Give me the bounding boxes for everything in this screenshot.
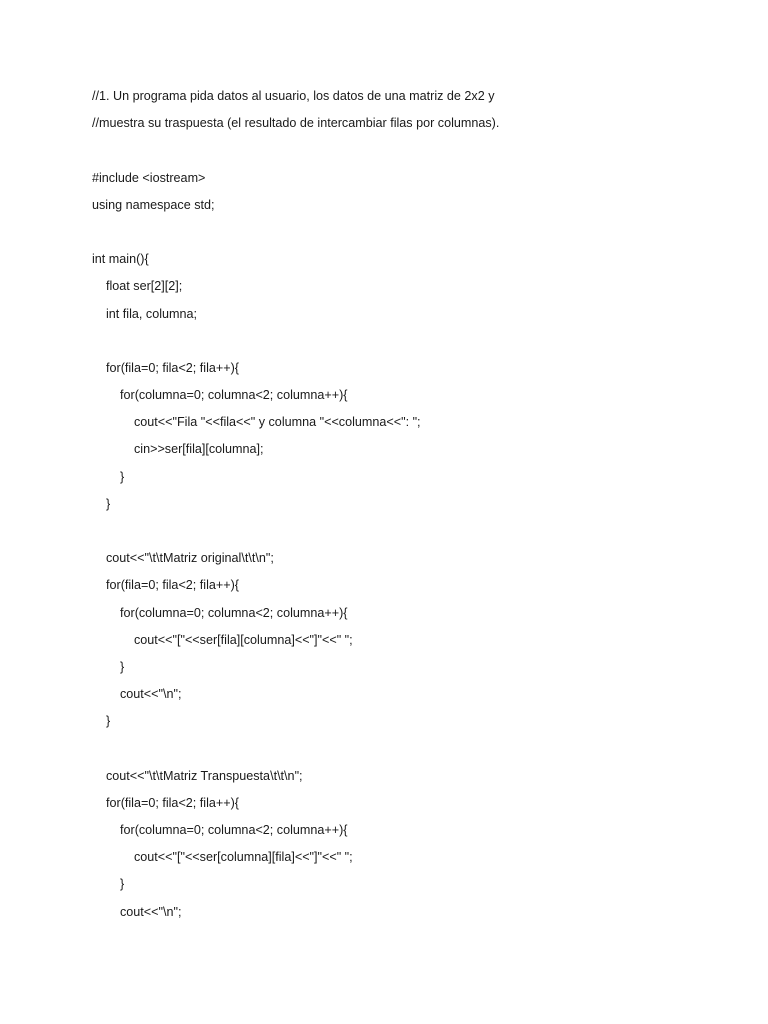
code-line: cin>>ser[fila][columna]; — [92, 442, 264, 457]
code-line: for(fila=0; fila<2; fila++){ — [92, 360, 240, 375]
include-line: #include <iostream> — [92, 170, 206, 185]
code-line: for(fila=0; fila<2; fila++){ — [92, 578, 240, 593]
blank-line — [92, 219, 732, 246]
code-line: for(columna=0; columna<2; columna++){ — [92, 388, 348, 403]
code-line: for(columna=0; columna<2; columna++){ — [92, 605, 348, 620]
blank-line — [92, 328, 732, 355]
code-line: int fila, columna; — [92, 306, 197, 321]
code-line: cout<<"\n"; — [92, 904, 182, 919]
comment-line: //1. Un programa pida datos al usuario, los datos de una matriz de 2x2 y — [92, 89, 495, 103]
code-line: cout<<"["<<ser[columna][fila]<<"]"<<" "; — [92, 850, 353, 865]
code-line: for(columna=0; columna<2; columna++){ — [92, 823, 348, 838]
blank-line — [92, 736, 732, 763]
namespace-line: using namespace std; — [92, 197, 215, 212]
code-line: } — [92, 659, 125, 674]
blank-line — [92, 518, 732, 545]
code-line: cout<<"Fila "<<fila<<" y columna "<<columna<<": "; — [92, 415, 421, 430]
code-line: cout<<"\n"; — [92, 687, 182, 702]
blank-line — [92, 137, 732, 164]
code-line: } — [92, 496, 111, 511]
code-line: } — [92, 714, 111, 729]
code-line: cout<<"["<<ser[fila][columna]<<"]"<<" "; — [92, 632, 353, 647]
code-line: } — [92, 469, 125, 484]
code-line: } — [92, 877, 125, 892]
comment-line: //muestra su traspuesta (el resultado de intercambiar filas por columnas). — [92, 116, 500, 131]
code-line: cout<<"\t\tMatriz Transpuesta\t\t\n"; — [92, 768, 303, 783]
main-declaration-line: int main(){ — [92, 252, 149, 267]
code-line: for(fila=0; fila<2; fila++){ — [92, 795, 240, 810]
code-listing — [92, 83, 732, 926]
code-line: cout<<"\t\tMatriz original\t\t\n"; — [92, 551, 274, 566]
code-line: float ser[2][2]; — [92, 279, 183, 294]
